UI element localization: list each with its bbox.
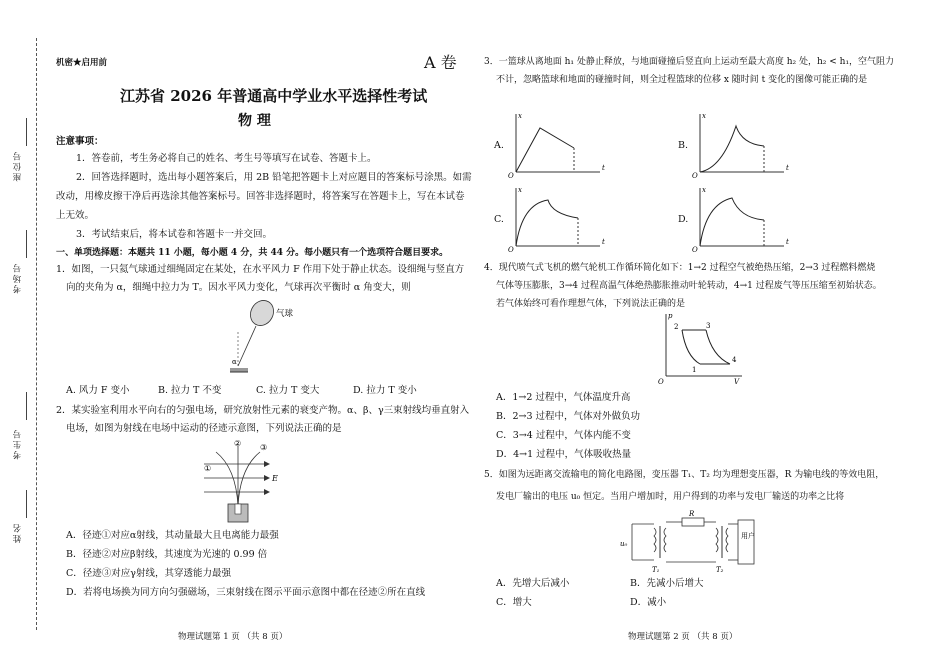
q1-option-a: A. 风力 F 变小	[66, 385, 130, 396]
svg-text:R: R	[689, 510, 695, 518]
binding-line	[36, 38, 37, 630]
q2-e-label: E	[272, 474, 278, 483]
q5-option-c: C．增大	[496, 597, 532, 608]
svg-text:O: O	[692, 246, 698, 254]
q3-graph-c	[508, 184, 608, 254]
note-item: 改动，用橡皮擦干净后再选涂其他答案标号。回答非选择题时，将答案写在答题卡上，写在本试卷	[56, 191, 465, 202]
q2-option-d: D．若将电场换为同方向匀强磁场，三束射线在图示平面示意图中都在径迹②所在直线	[66, 587, 426, 598]
q5-option-a: A．先增大后减小	[496, 578, 570, 589]
q4-option-a: A．1→2 过程中，气体温度升高	[496, 392, 631, 403]
margin-tick	[26, 392, 27, 420]
q3-line: 不计，忽略篮球和地面的碰撞时间，则全过程篮球的位移 x 随时间 t 变化的图像可能正确的是	[496, 75, 868, 85]
margin-label-seat: 座位号	[13, 150, 23, 182]
footer-page1: 物理试题第 1 页 （共 8 页）	[178, 632, 288, 642]
q5-line: 发电厂输出的电压 u₀ 恒定。当用户增加时，用户得到的功率与发电厂输送的功率之比将	[496, 492, 845, 502]
q2-option-b: B．径迹②对应β射线，其速度为光速的 0.99 倍	[66, 549, 268, 560]
q2-track1-label: ①	[204, 464, 212, 473]
margin-label-candidate: 考生号	[13, 428, 23, 460]
svg-text:1: 1	[692, 366, 697, 374]
q5-circuit-figure	[616, 508, 766, 576]
svg-text:T₂: T₂	[716, 566, 724, 574]
note-item: 2．回答选择题时，选出每小题答案后，用 2B 铅笔把答题卡上对应题目的答案标号涂黑。如需	[76, 172, 472, 183]
q2-line: 电场，如图为射线在电场中运动的径迹示意图，下列说法正确的是	[66, 423, 342, 434]
svg-text:O: O	[658, 378, 664, 386]
q2-track2-label: ②	[234, 439, 242, 448]
exam-title: 江苏省 2026 年普通高中学业水平选择性考试	[120, 87, 428, 105]
q2-track3-label: ③	[260, 443, 268, 452]
q3-line: 3．一篮球从离地面 h₁ 处静止释放，与地面碰撞后竖直向上运动至最大高度 h₂ 处，h₂ < h₁，空气阻力	[484, 57, 895, 67]
margin-label-name: 姓名	[13, 522, 23, 543]
q4-pv-figure	[656, 310, 748, 386]
q1-balloon-label: 气球	[276, 309, 294, 319]
q1-balloon-figure	[218, 296, 308, 380]
svg-text:t: t	[602, 164, 605, 172]
svg-text:用户: 用户	[741, 532, 755, 540]
paper-version: A 卷	[424, 53, 457, 72]
subject-title: 物 理	[238, 113, 271, 129]
margin-label-room: 考场号	[13, 262, 23, 294]
q4-option-b: B．2→3 过程中，气体对外做负功	[496, 411, 641, 422]
q1-line: 1．如图，一只氦气球通过细绳固定在某处，在水平风力 F 作用下处于静止状态。设细绳与竖直方	[56, 264, 465, 275]
svg-text:t: t	[786, 238, 789, 246]
svg-text:3: 3	[706, 322, 711, 330]
svg-text:u₀: u₀	[620, 540, 628, 548]
footer-page2: 物理试题第 2 页 （共 8 页）	[628, 632, 738, 642]
notes-heading: 注意事项：	[56, 136, 104, 147]
q1-angle-label: α	[232, 358, 237, 366]
svg-text:p: p	[668, 312, 673, 320]
q3-label-a: A.	[494, 140, 504, 151]
q3-graph-b	[692, 110, 792, 180]
q1-line: 向的夹角为 α，细绳中拉力为 T。因水平风力变化，气球再次平衡时 α 角变大，则	[66, 282, 411, 293]
svg-text:4: 4	[732, 356, 737, 364]
q4-line: 气体等压膨胀，3→4 过程高温气体绝热膨胀推动叶轮转动，4→1 过程废气等压压缩至初始状态。	[496, 281, 882, 291]
svg-text:O: O	[508, 246, 514, 254]
margin-tick	[26, 118, 27, 146]
q5-option-d: D．减小	[630, 597, 667, 608]
q1-option-b: B. 拉力 T 不变	[158, 385, 222, 396]
svg-text:x: x	[702, 112, 706, 120]
q3-label-d: D.	[678, 214, 689, 225]
q4-line: 4．现代喷气式飞机的燃气轮机工作循环简化如下：1→2 过程空气被绝热压缩，2→3 过程燃料燃烧	[484, 263, 876, 273]
note-item: 上无效。	[56, 210, 95, 221]
svg-text:t: t	[602, 238, 605, 246]
q4-line: 若气体始终可看作理想气体，下列说法正确的是	[496, 299, 686, 309]
q2-option-c: C．径迹③对应γ射线，其穿透能力最强	[66, 568, 231, 579]
q3-label-b: B.	[678, 140, 689, 151]
svg-text:V: V	[734, 378, 740, 386]
svg-text:O: O	[508, 172, 514, 180]
secret-label: 机密★启用前	[56, 58, 108, 68]
q2-option-a: A．径迹①对应α射线，其动量最大且电离能力最强	[66, 530, 279, 541]
svg-text:t: t	[786, 164, 789, 172]
section1-heading: 一、单项选择题：本题共 11 小题，每小题 4 分，共 44 分。每小题只有一个选项符合题目要求。	[56, 248, 449, 258]
q1-option-c: C. 拉力 T 变大	[256, 385, 320, 396]
svg-text:O: O	[692, 172, 698, 180]
svg-text:T₁: T₁	[652, 566, 660, 574]
q3-label-c: C.	[494, 214, 504, 225]
margin-tick	[26, 490, 27, 518]
svg-text:x: x	[518, 112, 522, 120]
note-item: 3．考试结束后，将本试卷和答题卡一并交回。	[76, 229, 273, 240]
q1-option-d: D. 拉力 T 变小	[353, 385, 417, 396]
q2-line: 2．某实验室利用水平向右的匀强电场，研究放射性元素的衰变产物。α、β、γ三束射线均垂直射入	[56, 405, 470, 416]
note-item: 1．答卷前，考生务必将自己的姓名、考生号等填写在试卷、答题卡上。	[76, 153, 377, 164]
svg-text:2: 2	[674, 323, 679, 331]
svg-text:x: x	[518, 186, 522, 194]
q3-graph-a	[508, 110, 608, 180]
q4-option-c: C．3→4 过程中，气体内能不变	[496, 430, 631, 441]
q5-line: 5．如图为远距离交流输电的简化电路图，变压器 T₁、T₂ 均为理想变压器，R 为输电线的等效电阻，	[484, 470, 885, 480]
svg-text:x: x	[702, 186, 706, 194]
q2-field-figure	[200, 438, 280, 526]
q3-graph-d	[692, 184, 792, 254]
q5-option-b: B．先减小后增大	[630, 578, 704, 589]
margin-tick	[26, 230, 27, 258]
q4-option-d: D．4→1 过程中，气体吸收热量	[496, 449, 632, 460]
